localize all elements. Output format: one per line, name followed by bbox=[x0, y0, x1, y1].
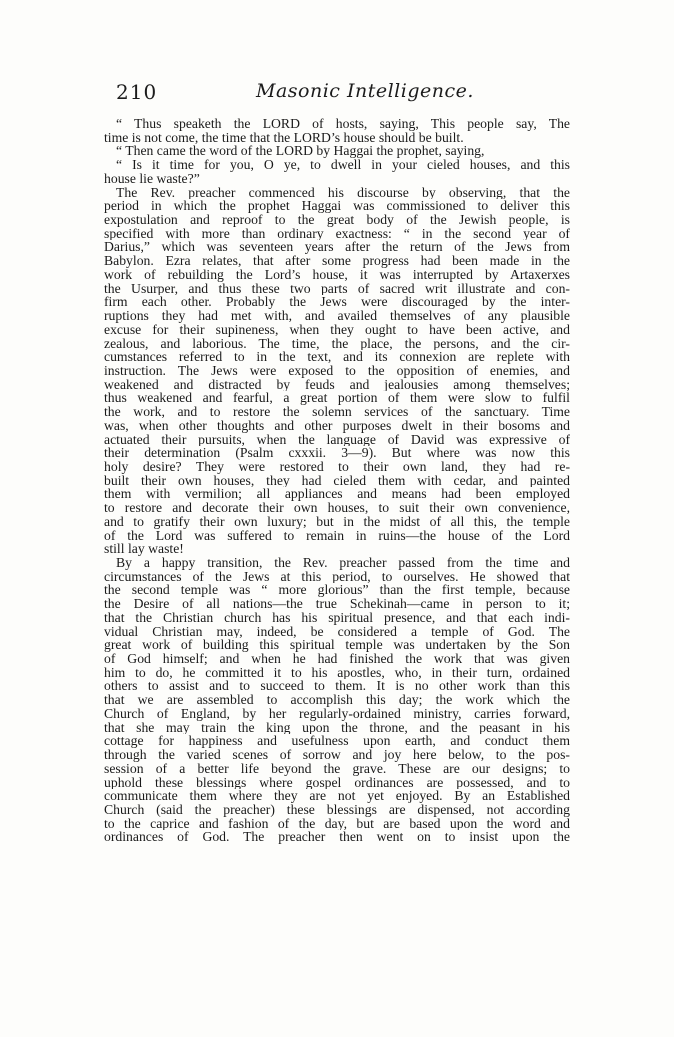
text-line: firm each other. Probably the Jews were discouraged by the inter- bbox=[104, 295, 570, 310]
text-line: was, when other thoughts and other purposes dwelt in their bosoms and bbox=[104, 418, 570, 433]
text-line: expostulation and reproof to the great body of the Jewish people, is bbox=[104, 213, 570, 227]
text-line: specified with more than ordinary exactness: “ in the second year of bbox=[104, 226, 570, 241]
text-line: the second temple was “ more glorious” than the first temple, because bbox=[104, 583, 570, 598]
text-line: Church of England, by her regularly-ordained ministry, carries forward, bbox=[104, 706, 570, 721]
text-line: of God himself; and when he had finished the work that was given bbox=[104, 652, 570, 666]
text-line: session of a better life beyond the grave. These are our designs; to bbox=[104, 761, 570, 776]
text-line: weakened and distracted by feuds and jealousies among themselves; bbox=[104, 377, 570, 392]
text-line: great work of building this spiritual temple was undertaken by the Son bbox=[104, 638, 570, 653]
text-line: circumstances of the Jews at this period, to ourselves. He showed that bbox=[104, 569, 570, 584]
text-line: to the caprice and fashion of the day, but are based upon the word and bbox=[104, 816, 570, 831]
text-line: to restore and decorate their own houses, to suit their own convenience, bbox=[104, 501, 570, 515]
text-line: communicate them where they are not yet enjoyed. By an Established bbox=[104, 789, 570, 803]
running-title: Masonic Intelligence. bbox=[256, 80, 474, 102]
text-line: work of rebuilding the Lord’s house, it was interrupted by Artaxerxes bbox=[104, 267, 570, 282]
text-line: through the varied scenes of sorrow and joy here below, to the pos- bbox=[104, 748, 570, 762]
text-line: thus weakened and fearful, a great portion of them were slow to fulfil bbox=[104, 391, 570, 406]
text-line: excuse for their supineness, when they ought to have been active, and bbox=[104, 322, 570, 337]
text-line: that the Christian church has his spiritual presence, and that each indi- bbox=[104, 610, 570, 625]
text-line: actuated their pursuits, when the language of David was expressive of bbox=[104, 432, 570, 447]
text-line: time is not come, the time that the LORD’s house should be built. bbox=[104, 130, 464, 145]
text-line: holy desire? They were restored to their own land, they had re- bbox=[104, 459, 570, 474]
text-line: the work, and to restore the solemn services of the sanctuary. Time bbox=[104, 405, 570, 419]
text-line: “ Is it time for you, O ye, to dwell in your cieled houses, and this bbox=[116, 158, 570, 172]
text-line: that we are assembled to accomplish this day; the work which the bbox=[104, 693, 570, 707]
text-line: their determination (Psalm cxxxii. 3—9). But where was now this bbox=[104, 446, 570, 460]
text-line: vidual Christian may, indeed, be considered a temple of God. The bbox=[104, 624, 570, 639]
page-header bbox=[116, 80, 576, 106]
text-line: the Usurper, and thus these two parts of sacred writ illustrate and con- bbox=[104, 281, 570, 296]
text-line: zealous, and laborious. The time, the place, the persons, and the cir- bbox=[104, 336, 570, 351]
body-text bbox=[104, 117, 570, 844]
text-line: built their own houses, they had cieled them with cedar, and painted bbox=[104, 473, 570, 488]
text-line: that she may train the king upon the throne, and the peasant in his bbox=[104, 720, 570, 735]
page-number: 210 bbox=[116, 80, 158, 104]
text-line: others to assist and to succeed to them. It is no other work than this bbox=[104, 679, 570, 694]
text-line: Babylon. Ezra relates, that after some progress had been made in the bbox=[104, 254, 570, 268]
text-line: Darius,” which was seventeen years after the return of the Jews from bbox=[104, 240, 570, 255]
text-line: ruptions they had met with, and availed themselves of any plausible bbox=[104, 309, 570, 323]
text-line: cottage for happiness and usefulness upon earth, and conduct them bbox=[104, 734, 570, 749]
text-line: instruction. The Jews were exposed to the opposition of enemies, and bbox=[104, 363, 570, 378]
text-line: period in which the prophet Haggai was commissioned to deliver this bbox=[104, 199, 570, 214]
text-line: Church (said the preacher) these blessings are dispensed, not according bbox=[104, 802, 570, 817]
text-line: “ Then came the word of the LORD by Haggai the prophet, saying, bbox=[116, 144, 485, 159]
text-line: of the Lord was suffered to remain in ruins—the house of the Lord bbox=[104, 528, 570, 543]
text-line: the Desire of all nations—the true Schekinah—came in person to it; bbox=[104, 597, 570, 611]
text-line: still lay waste! bbox=[104, 542, 184, 556]
text-line: uphold these blessings where gospel ordinances are possessed, and to bbox=[104, 775, 570, 790]
text-line: him to do, he committed it to his apostles, who, in their turn, ordained bbox=[104, 665, 570, 680]
text-line: and to gratify their own luxury; but in the midst of all this, the temple bbox=[104, 514, 570, 529]
text-line: “ Thus speaketh the LORD of hosts, saying, This people say, The bbox=[116, 117, 570, 131]
text-line: house lie waste?” bbox=[104, 171, 200, 186]
text-line: The Rev. preacher commenced his discourse by observing, that the bbox=[116, 185, 570, 200]
text-line: By a happy transition, the Rev. preacher passed from the time and bbox=[116, 556, 570, 570]
text-line: them with vermilion; all appliances and means had been employed bbox=[104, 487, 570, 502]
text-line: ordinances of God. The preacher then went on to insist upon the bbox=[104, 830, 570, 845]
text-line: cumstances referred to in the text, and its connexion are replete with bbox=[104, 350, 570, 364]
